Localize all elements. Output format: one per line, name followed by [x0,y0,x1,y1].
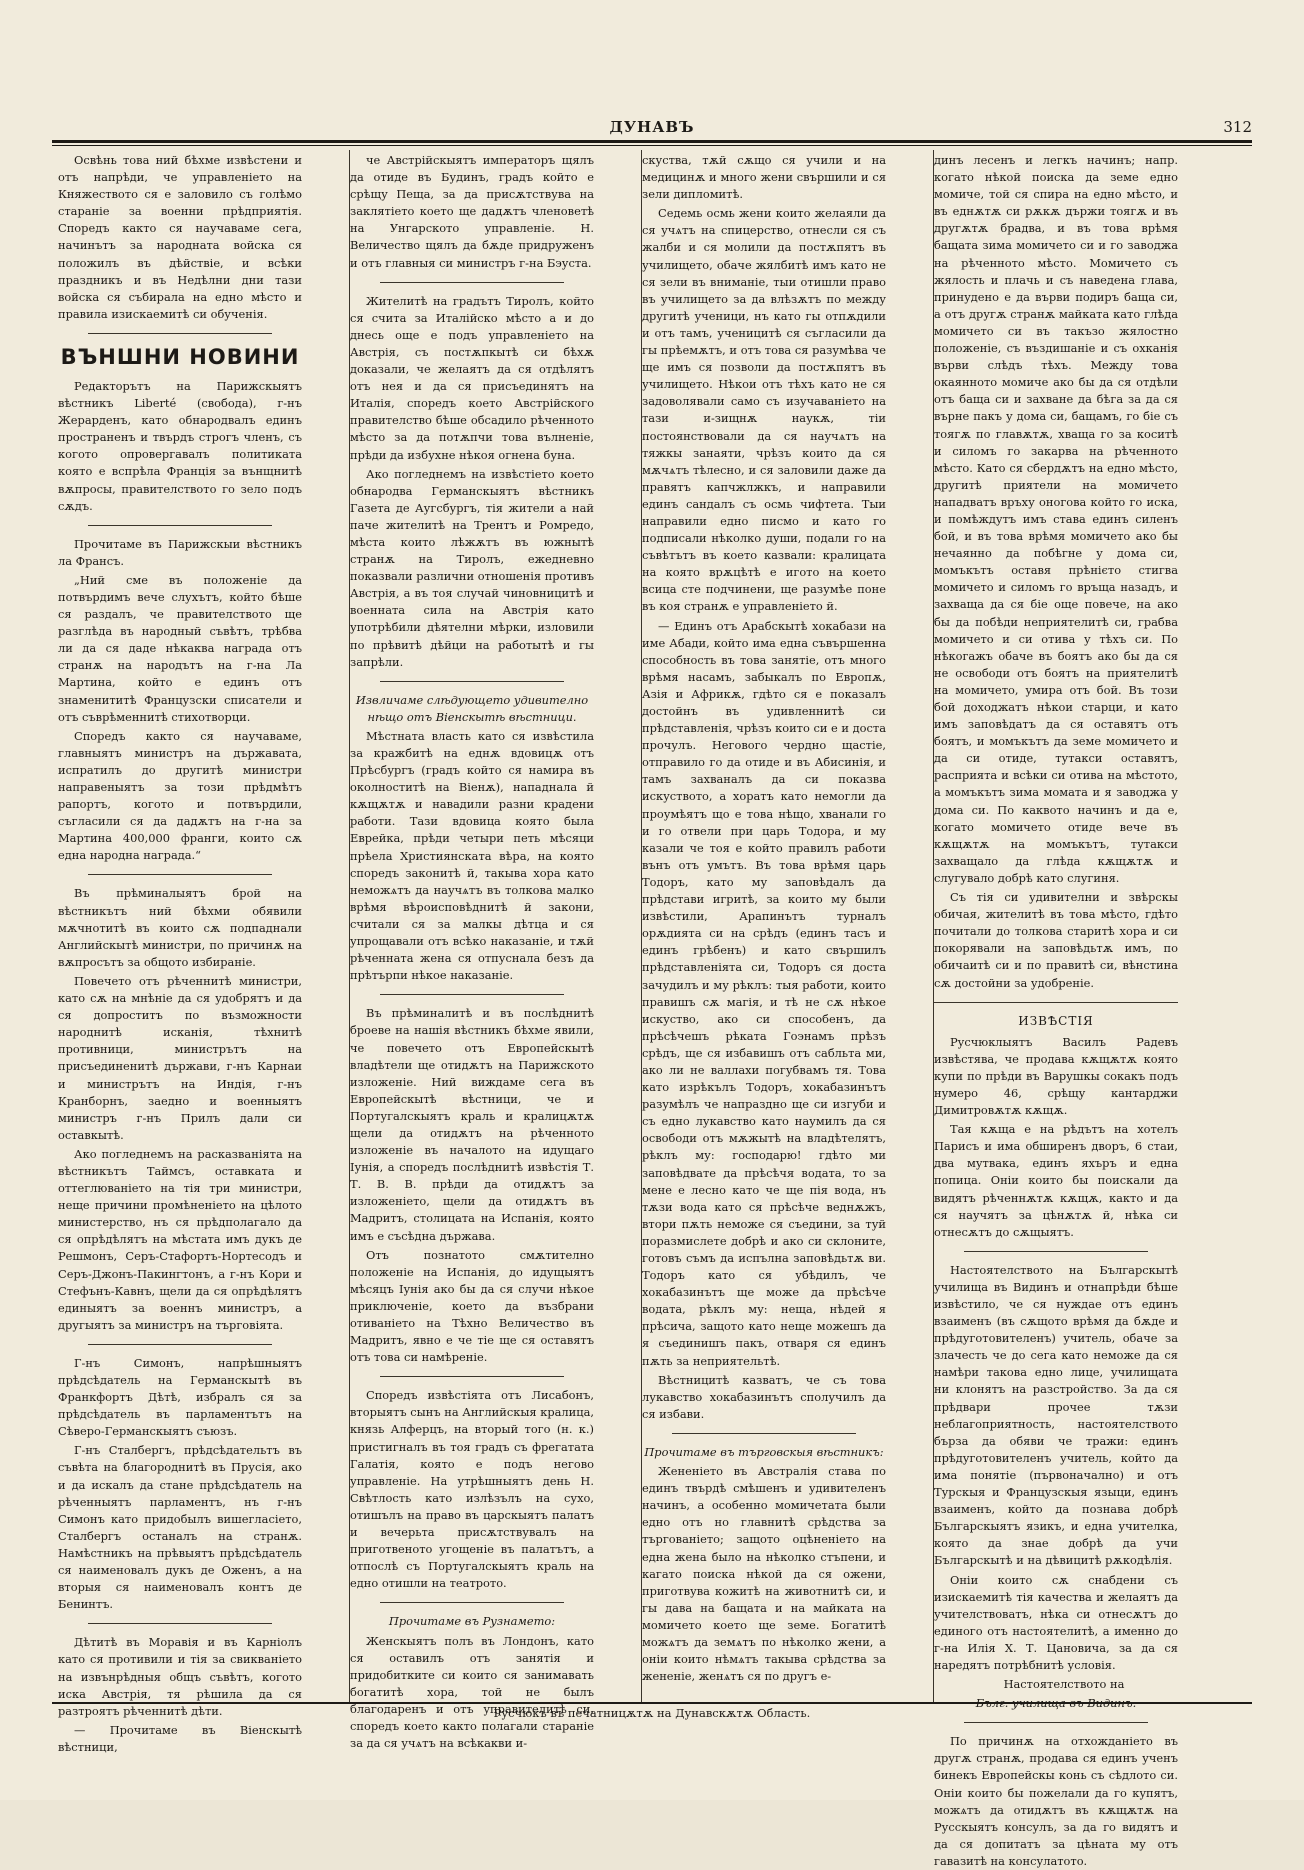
paragraph: Прочитаме въ Парижскыи вѣстникъ ла Франсъ. [58,536,302,568]
divider [964,1251,1148,1252]
paragraph: Съ тія си удивителни и звѣрскы обичая, жителитѣ въ това мѣсто, гдѣто почитали до толкова старитѣ хора и си покорявали на заповѣдьтѫ имъ, по обичаитѣ си и по правитѣ си, вѣнстина сѫ достойни за удобреніе. [934,890,1178,990]
paragraph: Г-нъ Симонъ, напрѣшныятъ прѣдсѣдатель на Германскытѣ въ Франкфортъ Дѣтѣ, избралъ ся за прѣдсѣдатель въ парламентътъ на Сѣверо-Германскыятъ съюзъ. [58,1355,302,1439]
divider [88,1344,272,1345]
paragraph: Жителитѣ на градътъ Тиролъ, който ся счита за Италійско мѣсто а и до днесь още е подъ управленіето на Австрія, съ постѫпкытѣ си бѣхѫ доказали, че желаятъ да ся отдѣлятъ отъ нея и да ся присъединятъ на Италія, споредъ което Австрійского правителство бѣше обсадило рѣченното мѣсто за да потѫпчи това вълненіе, прѣди да избухне нѣкоя огнена буна. [350,293,594,462]
signature-line: Настоятелството на [1003,1677,1125,1692]
divider [88,1623,272,1624]
column-2 [350,152,594,1751]
page-header [52,118,1252,142]
divider [380,1376,564,1377]
paragraph: Споредъ както ся научаваме, главныятъ министръ на държавата, испратилъ до другитѣ министри направеныятъ за този прѣдмѣтъ рапортъ, когото и потвърдили, съгласили ся да дадѫтъ на г-на за Мартина 400,000 франги, които сѫ една народна награда.“ [58,728,302,863]
divider [88,525,272,526]
paragraph: Г-нъ Сталбергъ, прѣдсѣдательтъ въ съвѣта на благороднитѣ въ Прусія, ако и да искалъ да стане прѣдсѣдатель на рѣченныятъ парламентъ, нъ г-нъ Симонъ като придобылъ вишегласіето, Сталбергъ останалъ на странѫ. Намѣстникъ на прѣвыятъ прѣдсѣдатель ся наименовалъ дукъ де Оженъ, а на вторыя ся наименовалъ контъ де Бенинтъ. [58,1443,302,1612]
paragraph: Женскыятъ полъ въ Лондонъ, като ся оставилъ отъ занятія и придобитките си които ся занимавать богатитѣ хора, той не былъ благодаренъ и отъ управителитѣ си, споредъ което както полагали стараніе за да ся учѧтъ на всѣкакви и- [350,1633,594,1751]
section-heading-foreign-news: ВЪНШНИ НОВИНИ [60,344,300,369]
paragraph: Въ прѣминалитѣ и въ послѣднитѣ броеве на нашія вѣстникъ бѣхме явили, че повечето отъ Европейскытѣ владѣтели ще отидѫтъ на Парижското изложеніе. Ний виждаме сега въ Европейскытѣ вѣстници, че и Португалскыятъ краль и кралицѫтѫ щели да отидѫтъ на рѣченното изложеніе въ началото на идущаго Іунія, а споредъ послѣднитѣ извѣстія Т. Т. В. В. прѣди да отидѫтъ за изложеніето, щели да отидѫтъ въ Мадритъ, столицата на Испанія, която имъ е съсѣдна държава. [350,1006,594,1243]
paragraph: „Ний сме въ положеніе да потвърдимъ вече слухътъ, който бѣше ся раздалъ, че правителството ще разглѣда въ народный съвѣтъ, трѣбва ли да ся даде нѣкаква награда отъ странѫ на народътъ на г-на Ла Мартина, който е единъ отъ знаменититѣ Французски списатели и отъ съврѣменнитѣ стихотворци. [58,572,302,724]
paragraph: скуства, тѫй сѫщо ся учили и на медицинѫ и много жени свършили и ся зели дипломитѣ. [642,153,886,202]
divider [934,1002,1178,1003]
notice: Настоятелството на Българскытѣ училища въ Видинъ и отнапрѣди бѣше извѣстило, че ся нуждае отъ единъ взаименъ (въ сѫщото врѣмя да бѫде и прѣдуготовителенъ) учитель, обаче за злачесть че до сега като неможе да ся намѣри такова едно лице, училищата ни клонятъ на разстройство. За да ся прѣдвари прочее тѫзи неблагоприятность, настоятелството бърза да обяви че тражи: единъ прѣдуготовителенъ учитель, който да има понятіе (първоначално) и отъ Турскыя и Французскыя языци, единъ взаименъ, който да познава добрѣ Българскыятъ язикъ, и една учителка, която да знае добрѣ да учи Българскытѣ и на дѣвицитѣ рѫкодѣлія. [934,1262,1178,1568]
header-rule-thin [52,145,1252,146]
paragraph: Въ прѣминалыятъ брой на вѣстникътъ ний бѣхми обявили мѫчнотитѣ въ които сѫ подпаднали Английскытѣ министри, по причинѫ на вѫпросътъ за общото избираніе. [58,886,302,969]
divider [88,333,272,334]
paragraph: че Австрійскыятъ императоръ щялъ да отиде въ Будинъ, градъ който е срѣщу Пеща, за да присѫтствува на заклятіето което ще дадѫтъ членоветѣ на Унгарското управленіе. Н. Величество щялъ да бѫде придруженъ и отъ главныя си министръ г-на Бэуста. [350,153,594,270]
paragraph: динъ лесенъ и легкъ начинъ; напр. когато нѣкой поиска да земе едно момиче, той ся спира на едно мѣсто, и въ еднѫтѫ си рѫкѫ държи тоягѫ и въ другѫтѫ брадва, и въ това врѣмя бащата зима момичето си и го заводжа на рѣченното мѣсто. Момичето съ жялость и плачь и съ наведена глава, принудено е да върви подиръ баща си, а отъ другѫ странѫ майката като глѣда момичето си въ такъзо жялостно положеніе, съ въздишаніе и съ охканія върви слѣдъ тѣхъ. Между това окаянното момиче ако бы да ся отдѣли отъ баща си и захване да бѣга за да ся върне пакъ у дома си, бащамъ, го біе съ тоягѫ по главѫтѫ, хваща го за коситѣ и силомъ го закарва на рѣченното мѣсто. Като ся сбердѫтъ на едно мѣсто, другитѣ приятели на момичето нападватъ връху оногова който го иска, и помѣждутъ имъ става единъ силенъ бой, и въ това врѣмя момичето ако бы нечаянно да побѣгне у дома си, момъкътъ оставя прѣнієто стигва момичето и силомъ го връща назадъ, и захваща да ся біе още повече, на ако бы да побѣди неприятелитѣ си, грабва момичето и си отива у тѣхъ си. По нѣкогажъ обаче въ боятъ ако бы да ся не освободи отъ боятъ на приятелитѣ на момичето, умира отъ бой. Въ този бой доходжатъ нѣкои старци, и като имъ заповѣдатъ да ся оставятъ отъ боятъ, и момъкътъ да земе момичето и да си отиде, тутакси оставятъ, расприята и всѣки си отива на мѣстото, а момъкътъ зима момата и я заводжа у дома си. По каквото начинъ и да е, когато момичето отиде вече въ кѫщѫтѫ на момъкътъ, тутакси захващало да глѣда кѫщѫтѫ и слугувало добрѣ като слугиня. [934,153,1178,885]
divider [380,282,564,283]
imprint: Русчюкъ въ печатницѫтѫ на Дунавскѫтѫ Область. [493,1706,811,1720]
divider [380,994,564,995]
paragraph: — Единъ отъ Арабскытѣ хокабази на име Абади, който има една съвършенна способность въ това занятіе, отъ много врѣмя насамъ, забыкалъ по Европѫ, Азія и Африкѫ, гдѣто ся е показалъ достойнъ въ удивленнитѣ си прѣдставленія, чрѣзъ които си е и доста прочулъ. Негового чердно щастіе, отправило го да отиде и въ Абисинія, и тамъ захваналъ да си показва искуството, а хоратъ като немогли да проумѣятъ що е това нѣщо, хванали го и го отвели при царь Тодора, и му казали че тоя е който правилъ работи вънъ отъ умътъ. Въ това врѣмя царь Тодоръ, като му заповѣдалъ да прѣдстави игритѣ, за които му были извѣстили, Арапинътъ турналъ орѫдията си на срѣдъ (единъ тасъ и единъ грѣбенъ) и като свършилъ прѣдставленіята си, Тодоръ ся доста зачудилъ и му рѣклъ: тыя работи, които правишъ сѫ магія, и тѣ не сѫ нѣкое искуство, ако си способенъ, да прѣсѣчешъ рѣката Гоэнамъ прѣзъ срѣдъ, ще ся избавишъ отъ сабльта ми, ако ли не валлахи погубвамъ тя. Това като изрѣкълъ Тодоръ, хокабазинътъ разумѣлъ че напраздно ще си изгуби и съ едно лукавство като наумилъ да ся освободи отъ мѫжытѣ на владѣтелятъ, рѣклъ му: господарю! гдѣто ми заповѣдвате да прѣсѣчя водата, то за мене е лесно като че ще пія вода, нъ тѫзи вода като ся прѣсѣче веднѫжъ, втори пѫть неможе ся съедини, за туй поразмислете добрѣ и ако си склоните, готовъ съмъ да испълна заповѣдьтѫ ви. Тодоръ като ся убѣдилъ, че хокабазинътъ ще може да прѣсѣче водата, рѣклъ му: неща, нѣдей я прѣсича, защото като неще можешъ да я съединишъ пакъ, отваря ся единъ пѫть за неприятельтѣ. [642,618,886,1368]
italic-subheading: Прочитаме въ търговскыя вѣстникъ: [644,1444,884,1459]
notice: По причинѫ на отхожданіето въ другѫ странѫ, продава ся единъ ученъ бинекъ Европейскы конь съ сѣдлото си. Оніи които бы пожелали да го купятъ, можѧтъ да отидѫтъ въ кѫщѫтѫ на Русскыятъ консулъ, за да го видятъ и да ся допитатъ за цѣната му отъ гавазитѣ на консулатото. [934,1734,1178,1868]
italic-subheading: Прочитаме въ Рузнамето: [388,1614,556,1629]
paragraph: Отъ познатото смѫтително положеніе на Испанія, до идущыятъ мѣсяцъ Іунія ако бы да ся случи нѣкое приключеніе, което да възбрани отиваніето на Тѣхно Величество въ Мадритъ, явно е че тіе ще ся оставятъ отъ това си намѣреніе. [350,1247,594,1365]
footer-rule [52,1702,1252,1704]
divider [964,1722,1148,1723]
notice: Русчюклыятъ Василъ Радевъ извѣстява, че продава кѫщѫтѫ която купи по прѣди въ Варушкы сокакъ подъ нумеро 46, срѣщу кантарджи Димитровѫтѫ кѫщѫ. [934,1034,1178,1118]
paragraph: Ако погледнемъ на расказваніята на вѣстникътъ Таймсъ, оставката и оттеглюваніето на тія три министри, неще причини промѣненіето на цѣлото министерство, нъ ся прѣдполагало да ся опрѣдѣлятъ на мѣстата имъ дукъ де Решмонъ, Серъ-Стафортъ-Нортесодъ и Серъ-Джонъ-Пакингтонъ, а г-нъ Кори и Стефънъ-Кавнъ, щели да ся опрѣдѣлятъ единыятъ за военнъ министръ, а другыятъ за министръ на търговіята. [58,1146,302,1332]
paragraph: Редакторътъ на Парижскыятъ вѣстникъ Liberté (свобода), г-нъ Жерарденъ, като обнародвалъ единъ пространенъ и твърдъ строгъ членъ, съ когото опровергавалъ политиката която е вспрѣла Франція за вънщнитѣ вѫпросы, правителството го зело подъ сѫдъ. [58,378,302,513]
divider [380,1602,564,1603]
column-4 [934,152,1178,1868]
page-number: 312 [1223,118,1252,136]
divider [380,681,564,682]
notice: Оніи които сѫ снабдени съ изискаемитѣ тія качества и желаятъ да учителствоватъ, нѣка си отнесѫтъ до единого отъ настоятелитѣ, а именно до г-на Илія Х. Т. Цановича, за да ся наредятъ потрѣбнитѣ условія. [934,1572,1178,1672]
section-heading-notices: ИЗВѢСТІЯ [1018,1013,1094,1028]
paragraph: Повечето отъ рѣченнитѣ министри, като сѫ на мнѣніе да ся удобрятъ и да ся допроститъ по възможности народнитѣ исканія, тѣхнитѣ противници, министрътъ на присъединенитѣ държави, г-нъ Карнаи и министрътъ на Индія, г-нъ Кранборнъ, заедно и военныятъ министръ г-нъ Прилъ дали си оставкытѣ. [58,973,302,1142]
paragraph: Вѣстницитѣ казватъ, че съ това лукавство хокабазинътъ сполучилъ да ся избави. [642,1372,886,1421]
paragraph: Жененіето въ Австралія става по единъ твърдѣ смѣшенъ и удивителенъ начинъ, а особенно момичетата были едно отъ но главнитѣ срѣдства за търгованіето; защото оцѣненіето на една жена было на нѣколко стъпени, и кагато поиска нѣкой да ся ожени, приготвува кожитѣ на животнитѣ си, и гы дава на бащата и на майката на момичето което ще земе. Богатитѣ можѧтъ да земѧтъ по нѣколко жени, а оніи които нѣмѧтъ такыва срѣдства за жененіе, женѧтъ ся по другъ е- [642,1464,886,1684]
column-1 [58,152,302,1754]
divider [672,1433,856,1434]
masthead: ДУНАВЪ [609,118,695,136]
paragraph: Освѣнь това ний бѣхме извѣстени и отъ напрѣди, че управленіето на Княжеството ся е заловило съ голѣмо стараніе за военни прѣдприятія. Споредъ както ся научаваме сега, начинътъ за народната войска ся положилъ въ дѣйствіе, и всѣки праздникъ и въ Недѣлни дни тази войска ся събирала на едно мѣсто и правила изискаемитѣ си обученія. [58,153,302,321]
header-rule [52,140,1252,143]
signature-line: Бълг. училища въ Видинъ. [975,1696,1137,1711]
paragraph: Ако погледнемъ на извѣстіето което обнародва Германскыятъ вѣстникъ Газета де Аугсбургъ, тія жители а най паче жителитѣ на Трентъ и Ромредо, мѣста които лѣжѫтъ въ южнытѣ странѫ на Тиролъ, ежедневно показвали различни отношенія противъ Австрія, а въ тоя случай чиновницитѣ и военната сила на Австрія като употрѣбили дѣятелни мѣрки, изловили по прѣвитѣ дѣйци на работытѣ и гы запрѣли. [350,466,594,669]
paragraph: Седемь осмь жени които желаяли да ся учѧтъ на спицерство, отнесли ся съ жалби и ся молили да постѫпятъ въ училището, обаче жялбитѣ имъ като не ся зели въ вниманіе, тыи отишли право въ училището за да влѣзѫтъ по между другитѣ ученици, нъ като гы отпѫдили и отъ тамъ, ученицитѣ ся съгласили да гы прѣемѫтъ, и отъ това ся разумѣва че ще имъ ся позволи да постѫпятъ въ училището. Нѣкои отъ тѣхъ като не ся задоволявали само съ изучаваніето на тази и-зищнѫ наукѫ, тіи постоянствовали да ся научѧтъ на тяжкы занаяти, чрѣзъ които да ся мѫчѧтъ тѣлесно, и ся заловили даже да правятъ капчжлжкъ, и направили единъ сандалъ съ осмь чифтета. Тыи направили едно писмо и като го подписали нѣколко души, подали го на съвѣтътъ въ което казвали: кралицата на която врѫцѣтѣ е игото на което всица сте подчинени, ще разумѣе поне въ коя странѫ е управленіето й. [642,206,886,614]
paragraph: — Прочитаме въ Віенскытѣ вѣстници, [58,1722,302,1754]
paragraph: Дѣтитѣ въ Моравія и въ Карніолъ като ся противили и тія за свикваніето на извънрѣдныя общъ съвѣтъ, когото иска Австрія, тя рѣшила да ся разтроятъ рѣченнитѣ дѣти. [58,1635,302,1718]
paragraph: Споредъ извѣстіята отъ Лисабонъ, вторыятъ сынъ на Английскыя кралица, князь Алферцъ, на вторый того (н. к.) пристигналъ въ тоя градъ съ фрегатата Галатія, която е подъ негово управленіе. На утрѣшныятъ день Н. Свѣтлость като излѣзълъ на сухо, отишълъ на право въ царскыятъ палатъ и вечерьта присѫтствувалъ на приготвеното угощеніе въ палатътъ, а отпослѣ съ Португалскыятъ краль на едно отишли на театрото. [350,1388,594,1591]
column-3 [642,152,886,1700]
italic-subheading: Извличаме слѣдующето удивително нѣщо отъ Віенскытѣ вѣстници. [355,692,589,724]
divider [88,874,272,875]
notice: Тая кѫща е на рѣдътъ на хотелъ Парисъ и има обширенъ дворъ, 6 стаи, два мутвака, единъ яхъръ и една попица. Оніи които бы поискали да видятъ рѣченнѫтѫ кѫщѫ, както и да ся научятъ за цѣнѫтѫ й, нѣка си отнесѫтъ до сѫщыятъ. [934,1122,1178,1239]
paragraph: Мѣстната власть като ся извѣстила за кражбитѣ на еднѫ вдовицѫ отъ Прѣсбургъ (градъ който ся намира въ околноститѣ на Віенѫ), нападнала й кѫщѫтѫ и навадили разни крадени работи. Тази вдовица която была Еврейка, прѣди четыри петь мѣсяци прѣела Християнската вѣра, на която споредъ законитѣ й, такыва хора като неможѧтъ да научѧтъ въ толкова малко врѣмя вѣроисповѣднитѣ й закони, считали ся за малкы дѣтца и ся упрощавали отъ всѣко наказаніе, и тѫй рѣченната жена ся отпуснала безъ да прѣтърпи нѣкое наказаніе. [350,728,594,983]
